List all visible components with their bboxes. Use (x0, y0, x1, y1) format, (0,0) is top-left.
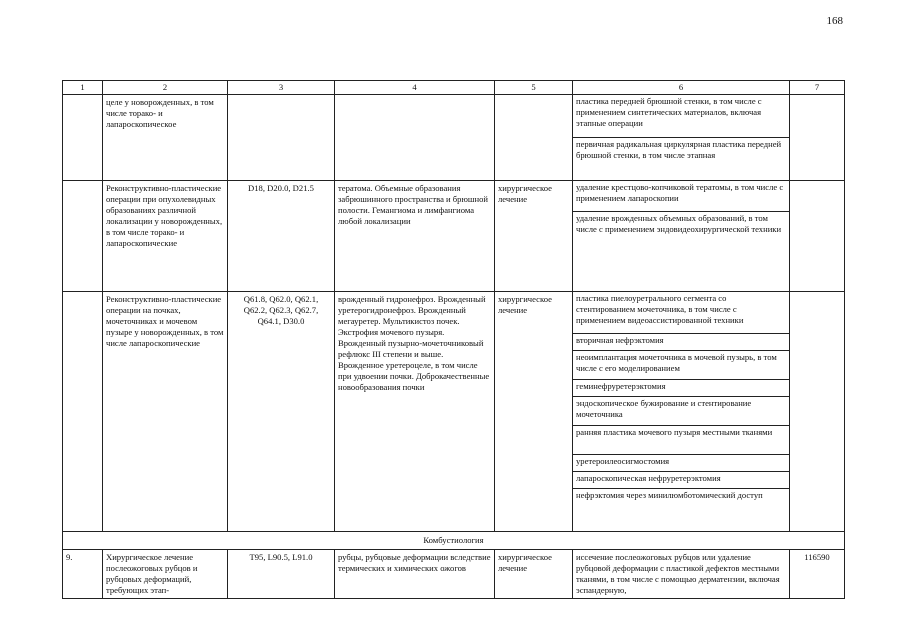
procedures-cell (573, 95, 790, 181)
medical-care-table (62, 80, 845, 599)
procedures-cell (573, 292, 790, 532)
column-header: 7 (790, 81, 845, 95)
section-title: Комбустиология (63, 532, 845, 550)
procedure-item: неоимплантация мочеточника в мочевой пузырь, в том числе с его моделированием (573, 351, 789, 380)
cost-cell (790, 292, 845, 532)
page-number: 168 (826, 15, 843, 27)
procedure-item: вторичная нефрэктомия (573, 334, 789, 351)
procedure-item: иссечение послеожоговых рубцов или удаление рубцовой деформации с пластикой дефектов местными тканями, в том числе с помощью дерматензии, включая эспандерную, (573, 550, 790, 599)
table-row (63, 181, 845, 292)
column-header: 2 (103, 81, 228, 95)
care-name-cell: Хирургическое лечение послеожоговых рубцов и рубцовых деформаций, требующих этап- (103, 550, 228, 599)
treatment-type-cell: хирургическое лечение (495, 292, 573, 532)
icd-codes-cell (228, 95, 335, 181)
cost-cell: 116590 (790, 550, 845, 599)
procedure-item: пластика передней брюшной стенки, в том числе с применением синтетических материалов, включая этапные операции (573, 95, 789, 138)
procedure-item: нефрэктомия через минилюмботомический доступ (576, 490, 763, 500)
procedure-item: геминефруретерэктомия (573, 380, 789, 397)
procedure-item: первичная радикальная циркулярная пластика передней брюшной стенки, в том числе этапная (576, 139, 782, 160)
condition-cell: врожденный гидронефроз. Врожденный уретерогидронефроз. Врожденный мегауретер. Мультикистоз почек. Экстрофия мочевого пузыря. Врожденный пузырно-мочеточниковый рефлюкс III степени и выше. Врожденное уретероцеле, в том числе при удвоении почки. Доброкачественные новообразования почки (335, 292, 495, 532)
row-number-cell (63, 292, 103, 532)
treatment-type-cell: хирургическое лечение (495, 181, 573, 292)
procedure-item: ранняя пластика мочевого пузыря местными тканями (573, 426, 789, 455)
procedure-item: удаление крестцово-копчиковой тератомы, в том числе с применением лапароскопии (573, 181, 789, 212)
procedure-item: эндоскопическое бужирование и стентирование мочеточника (573, 397, 789, 426)
treatment-type-cell (495, 95, 573, 181)
table-row (63, 292, 845, 532)
icd-codes-cell: D18, D20.0, D21.5 (228, 181, 335, 292)
row-number-cell (63, 95, 103, 181)
procedure-item: уретероилеосигмостомия (573, 455, 789, 472)
condition-cell (335, 95, 495, 181)
column-header: 3 (228, 81, 335, 95)
procedures-cell (573, 181, 790, 292)
column-header: 4 (335, 81, 495, 95)
column-header: 6 (573, 81, 790, 95)
cost-cell (790, 181, 845, 292)
icd-codes-cell: Q61.8, Q62.0, Q62.1, Q62.2, Q62.3, Q62.7, Q64.1, D30.0 (228, 292, 335, 532)
condition-cell: тератома. Объемные образования забрюшинного пространства и брюшной полости. Гемангиома и лимфангиома любой локализации (335, 181, 495, 292)
cost-cell (790, 95, 845, 181)
care-name-cell: Реконструктивно-пластические операции на почках, мочеточниках и мочевом пузыре у новорожденных, в том числе лапароскопические (103, 292, 228, 532)
care-name-cell: Реконструктивно-пластические операции при опухолевидных образованиях различной локализации у новорожденных, в том числе торако- и лапароскопические (103, 181, 228, 292)
table-row (63, 550, 845, 599)
column-header: 5 (495, 81, 573, 95)
column-number-row (63, 81, 845, 95)
row-number-cell (63, 181, 103, 292)
icd-codes-cell: T95, L90.5, L91.0 (228, 550, 335, 599)
condition-cell: рубцы, рубцовые деформации вследствие термических и химических ожогов (335, 550, 495, 599)
procedure-item: удаление врожденных объемных образований, в том числе с применением эндовидеохирургической техники (576, 213, 782, 234)
treatment-type-cell: хирургическое лечение (495, 550, 573, 599)
procedure-item: лапароскопическая нефруретерэктомия (573, 472, 789, 489)
row-number-cell: 9. (63, 550, 103, 599)
procedure-item: пластика пиелоуретрального сегмента со стентированием мочеточника, в том числе с применением видеоассистированной техники (573, 292, 789, 334)
column-header: 1 (63, 81, 103, 95)
table-row (63, 95, 845, 181)
section-row (63, 532, 845, 550)
care-name-cell: целе у новорожденных, в том числе торако- и лапароскопическое (103, 95, 228, 181)
